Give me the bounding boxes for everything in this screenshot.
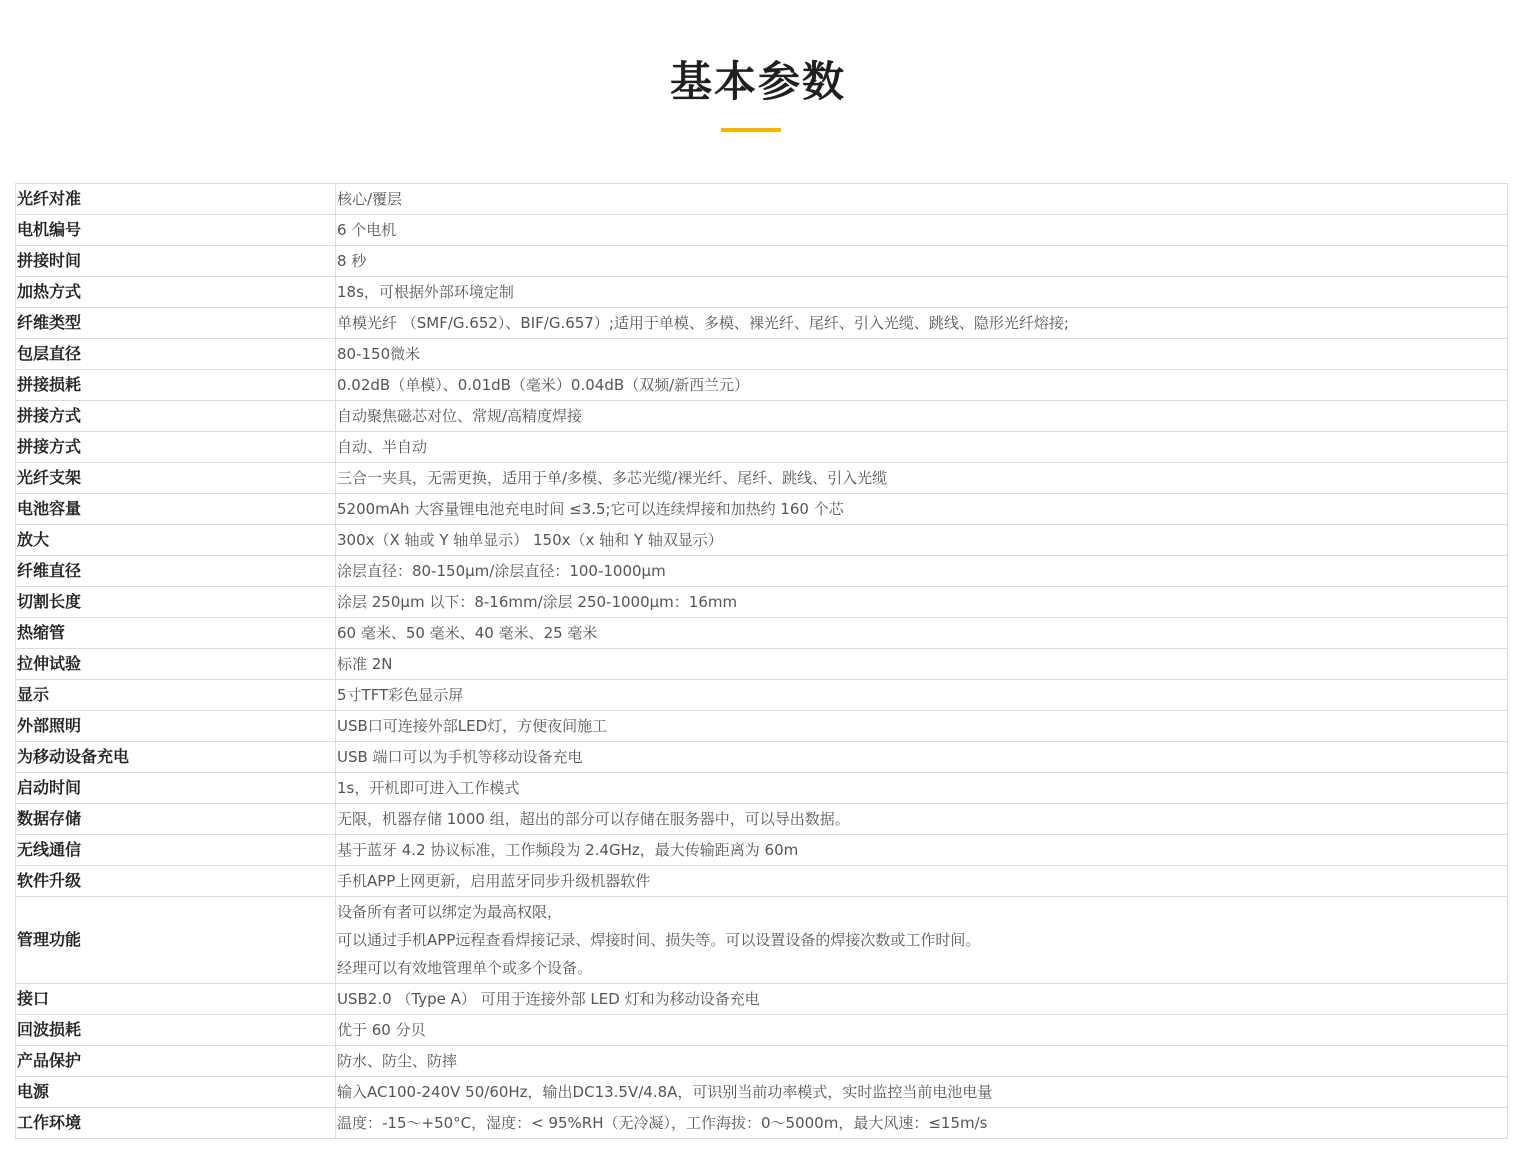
spec-value xyxy=(336,277,1508,308)
spec-value-line: 优于 60 分贝 xyxy=(337,1021,426,1039)
table-row xyxy=(16,308,1508,339)
spec-label: 切割长度 xyxy=(16,587,336,618)
spec-label: 数据存储 xyxy=(16,804,336,835)
spec-value xyxy=(336,835,1508,866)
spec-label: 放大 xyxy=(16,525,336,556)
spec-value xyxy=(336,308,1508,339)
spec-label: 管理功能 xyxy=(16,897,336,984)
page-title: 基本参数 xyxy=(669,57,846,106)
table-row xyxy=(16,463,1508,494)
spec-label: 包层直径 xyxy=(16,339,336,370)
table-row xyxy=(16,339,1508,370)
table-row xyxy=(16,711,1508,742)
spec-value-line: USB 端口可以为手机等移动设备充电 xyxy=(337,748,583,766)
spec-label: 加热方式 xyxy=(16,277,336,308)
table-row xyxy=(16,556,1508,587)
spec-value-line: USB2.0 （Type A） 可用于连接外部 LED 灯和为移动设备充电 xyxy=(337,990,760,1008)
title-underline xyxy=(721,128,781,132)
spec-label: 接口 xyxy=(16,984,336,1015)
spec-value-line: 手机APP上网更新，启用蓝牙同步升级机器软件 xyxy=(337,872,651,890)
spec-label: 纤维直径 xyxy=(16,556,336,587)
spec-value xyxy=(336,401,1508,432)
table-row xyxy=(16,1046,1508,1077)
table-row xyxy=(16,277,1508,308)
spec-value xyxy=(336,1046,1508,1077)
spec-value xyxy=(336,897,1508,984)
spec-value xyxy=(336,1077,1508,1108)
table-row xyxy=(16,866,1508,897)
table-row xyxy=(16,1015,1508,1046)
table-row xyxy=(16,1077,1508,1108)
spec-label: 热缩管 xyxy=(16,618,336,649)
spec-value-line: 6 个电机 xyxy=(337,221,397,239)
spec-label: 光纤对准 xyxy=(16,184,336,215)
spec-label: 光纤支架 xyxy=(16,463,336,494)
spec-label: 外部照明 xyxy=(16,711,336,742)
spec-value-line: 温度：-15～+50°C，湿度：< 95%RH（无冷凝），工作海拔：0～5000m，最大风速：≤15m/s xyxy=(337,1114,988,1132)
spec-label: 拉伸试验 xyxy=(16,649,336,680)
spec-value-line: 设备所有者可以绑定为最高权限， xyxy=(337,903,563,921)
table-row xyxy=(16,742,1508,773)
spec-value-line: 三合一夹具，无需更换，适用于单/多模、多芯光缆/裸光纤、尾纤、跳线、引入光缆 xyxy=(337,469,888,487)
spec-value-line: 无限，机器存储 1000 组，超出的部分可以存储在服务器中，可以导出数据。 xyxy=(337,810,850,828)
spec-label: 拼接损耗 xyxy=(16,370,336,401)
table-row xyxy=(16,1108,1508,1139)
spec-value xyxy=(336,370,1508,401)
spec-label: 电源 xyxy=(16,1077,336,1108)
table-row xyxy=(16,804,1508,835)
spec-value xyxy=(336,618,1508,649)
spec-value-line: 8 秒 xyxy=(337,252,367,270)
table-row xyxy=(16,494,1508,525)
table-row xyxy=(16,649,1508,680)
spec-value xyxy=(336,525,1508,556)
spec-value xyxy=(336,556,1508,587)
table-row xyxy=(16,618,1508,649)
table-row xyxy=(16,184,1508,215)
spec-value xyxy=(336,773,1508,804)
spec-value-line: 标准 2N xyxy=(337,655,393,673)
spec-label: 无线通信 xyxy=(16,835,336,866)
spec-value xyxy=(336,339,1508,370)
table-row xyxy=(16,246,1508,277)
table-row xyxy=(16,432,1508,463)
spec-value-line: 涂层 250μm 以下：8-16mm/涂层 250-1000μm：16mm xyxy=(337,593,738,611)
spec-value-line: 5200mAh 大容量锂电池充电时间 ≤3.5;它可以连续焊接和加热约 160 个芯 xyxy=(337,500,844,518)
spec-value xyxy=(336,1108,1508,1139)
spec-value xyxy=(336,1015,1508,1046)
spec-value-line: 80-150微米 xyxy=(337,345,421,363)
spec-value xyxy=(336,984,1508,1015)
spec-value-line: 防水、防尘、防摔 xyxy=(337,1052,458,1070)
table-row xyxy=(16,370,1508,401)
spec-value-line: 单模光纤 （SMF/G.652）、BIF/G.657）;适用于单模、多模、裸光纤、尾纤、引入光缆、跳线、隐形光纤熔接; xyxy=(337,314,1069,332)
spec-label: 拼接方式 xyxy=(16,432,336,463)
spec-value xyxy=(336,680,1508,711)
spec-value-line: 输入AC100-240V 50/60Hz，输出DC13.5V/4.8A，可识别当前功率模式，实时监控当前电池电量 xyxy=(337,1083,993,1101)
spec-value-line: 涂层直径：80-150μm/涂层直径：100-1000μm xyxy=(337,562,666,580)
spec-label: 产品保护 xyxy=(16,1046,336,1077)
spec-value-line: 自动聚焦磁芯对位、常规/高精度焊接 xyxy=(337,407,583,425)
spec-value-line: 5寸TFT彩色显示屏 xyxy=(337,686,464,704)
spec-label: 显示 xyxy=(16,680,336,711)
spec-value xyxy=(336,804,1508,835)
spec-value xyxy=(336,742,1508,773)
spec-value-line: 自动、半自动 xyxy=(337,438,428,456)
spec-value-line: 基于蓝牙 4.2 协议标准，工作频段为 2.4GHz，最大传输距离为 60m xyxy=(337,841,799,859)
spec-label: 电机编号 xyxy=(16,215,336,246)
spec-value-line: 18s，可根据外部环境定制 xyxy=(337,283,514,301)
spec-label: 为移动设备充电 xyxy=(16,742,336,773)
table-row xyxy=(16,680,1508,711)
spec-value xyxy=(336,246,1508,277)
spec-value xyxy=(336,587,1508,618)
spec-label: 软件升级 xyxy=(16,866,336,897)
spec-value-line: 300x（X 轴或 Y 轴单显示） 150x（x 轴和 Y 轴双显示） xyxy=(337,531,723,549)
spec-value-line: 1s，开机即可进入工作模式 xyxy=(337,779,520,797)
spec-value xyxy=(336,711,1508,742)
spec-value-line: 60 毫米、50 毫米、40 毫米、25 毫米 xyxy=(337,624,598,642)
table-row xyxy=(16,525,1508,556)
spec-value xyxy=(336,215,1508,246)
spec-value-line: USB口可连接外部LED灯，方便夜间施工 xyxy=(337,717,608,735)
spec-label: 拼接时间 xyxy=(16,246,336,277)
spec-value xyxy=(336,494,1508,525)
spec-value-line: 核心/覆层 xyxy=(337,190,403,208)
table-row xyxy=(16,897,1508,984)
table-row xyxy=(16,401,1508,432)
table-row xyxy=(16,835,1508,866)
spec-label: 电池容量 xyxy=(16,494,336,525)
spec-label: 纤维类型 xyxy=(16,308,336,339)
spec-value xyxy=(336,432,1508,463)
table-row xyxy=(16,587,1508,618)
spec-value-line: 0.02dB（单模）、0.01dB（毫米）0.04dB（双频/新西兰元） xyxy=(337,376,750,394)
spec-value xyxy=(336,463,1508,494)
table-row xyxy=(16,773,1508,804)
spec-table xyxy=(15,183,1508,1139)
spec-value-line: 可以通过手机APP远程查看焊接记录、焊接时间、损失等。可以设置设备的焊接次数或工作时间。 xyxy=(337,931,981,949)
spec-label: 启动时间 xyxy=(16,773,336,804)
spec-value xyxy=(336,866,1508,897)
spec-value xyxy=(336,184,1508,215)
spec-label: 拼接方式 xyxy=(16,401,336,432)
spec-table-body xyxy=(16,184,1508,1139)
spec-label: 工作环境 xyxy=(16,1108,336,1139)
spec-label: 回波损耗 xyxy=(16,1015,336,1046)
table-row xyxy=(16,984,1508,1015)
spec-value xyxy=(336,649,1508,680)
table-row xyxy=(16,215,1508,246)
spec-value-line: 经理可以有效地管理单个或多个设备。 xyxy=(337,959,593,977)
